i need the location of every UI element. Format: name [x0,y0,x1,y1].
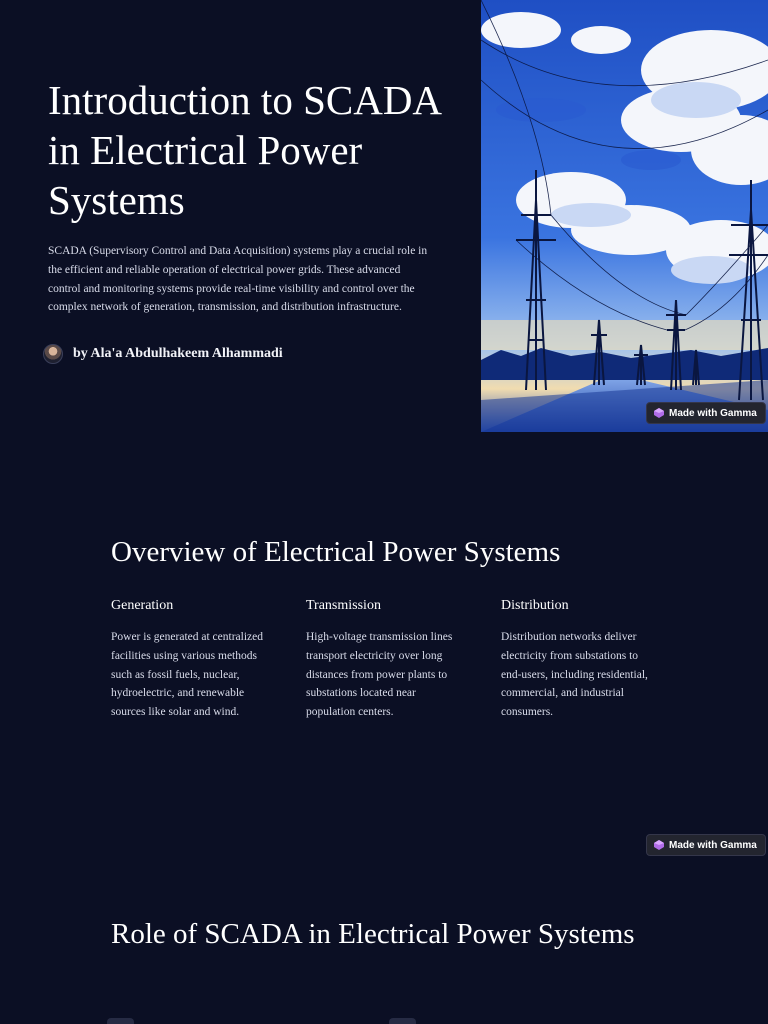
card-stub [107,1018,134,1024]
intro-paragraph: SCADA (Supervisory Control and Data Acquisition) systems play a crucial role in the efficient and reliable operation of electrical power grids. These advanced control and monitoring systems provide real-time visibility and control over the complex network of generation, transmission, and distribution infrastructure. [48,245,428,314]
column-heading: Transmission [306,598,381,613]
generation-column [111,598,271,722]
avatar [43,344,63,364]
column-text: Distribution networks deliver electricity from substations to end-users, including residential, commercial, and industrial consumers. [501,631,648,719]
transmission-column [306,598,466,722]
gamma-gem-icon [654,408,664,418]
section-title: Overview of Electrical Power Systems [111,536,561,568]
section-title: Role of SCADA in Electrical Power Systems [111,918,635,950]
badge-label: Made with Gamma [669,839,757,851]
distribution-column [501,598,661,722]
card-stub [389,1018,416,1024]
made-with-gamma-badge[interactable] [646,834,766,856]
column-text: High-voltage transmission lines transport electricity over long distances from power plants to substations located near population centers. [306,631,453,719]
role-slide [0,864,768,1024]
column-heading: Distribution [501,598,569,613]
author-byline [43,344,283,364]
column-heading: Generation [111,598,174,613]
title-slide [0,0,768,432]
author-name: by Ala'a Abdulhakeem Alhammadi [73,346,283,361]
badge-label: Made with Gamma [669,407,757,419]
column-text: Power is generated at centralized facilities using various methods such as fossil fuels, nuclear, hydroelectric, and renewable sources like solar and wind. [111,631,263,719]
gamma-gem-icon [654,840,664,850]
page-title: Introduction to SCADA in Electrical Power Systems [48,77,440,223]
overview-slide [0,432,768,864]
made-with-gamma-badge[interactable] [646,402,766,424]
hero-illustration [481,0,768,432]
